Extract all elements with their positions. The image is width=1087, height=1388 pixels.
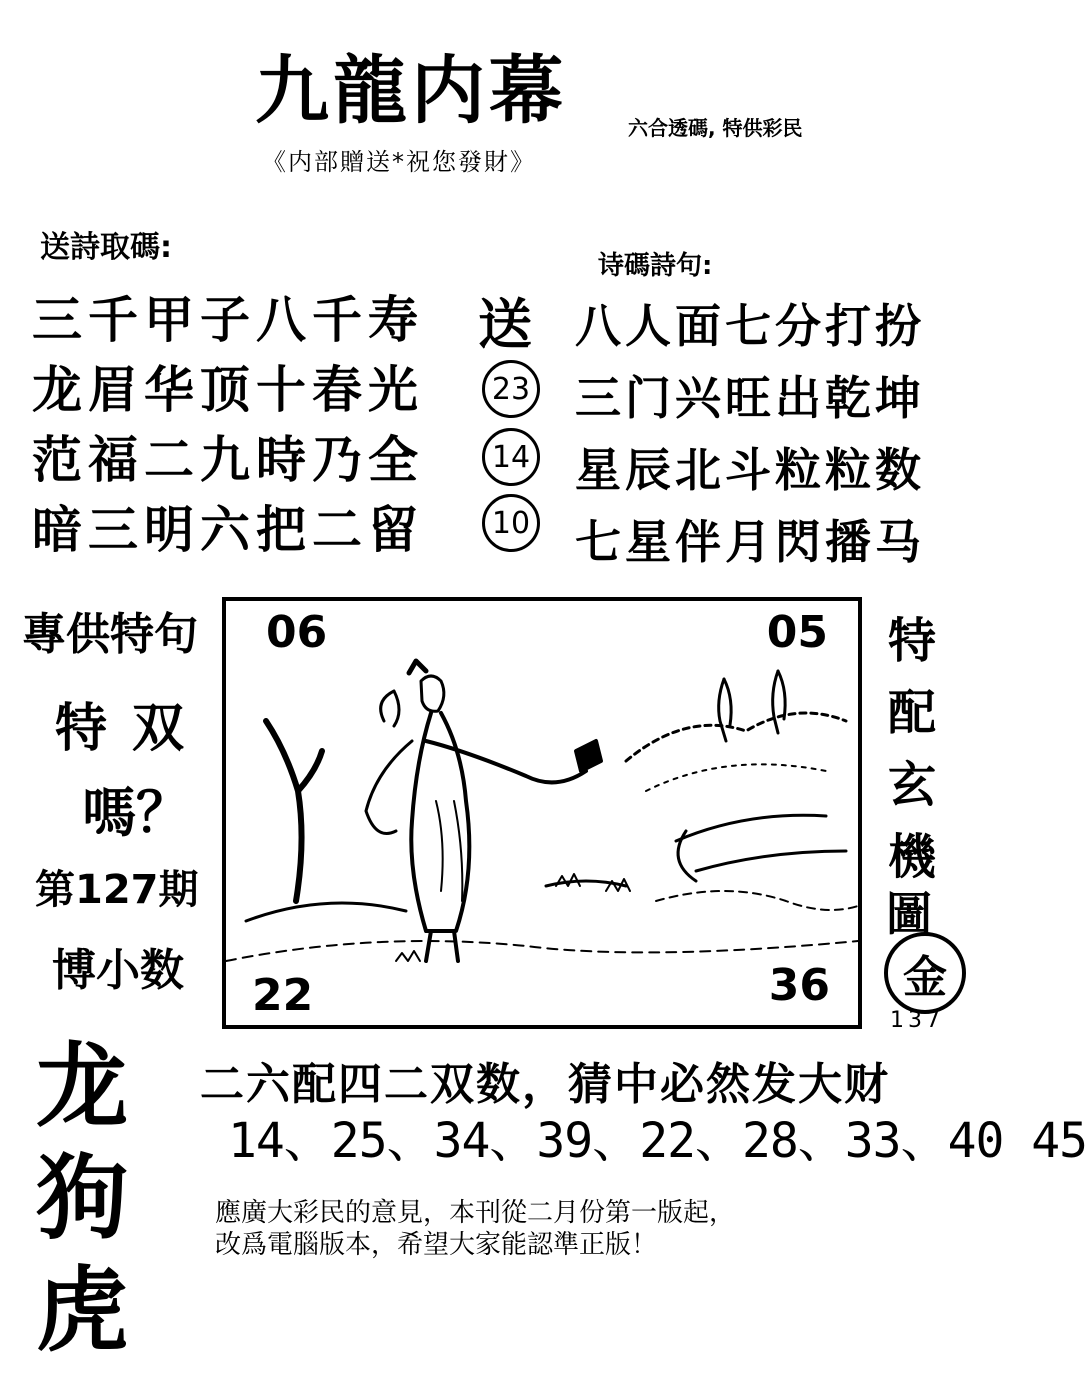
side-column (882, 605, 942, 893)
ink-illustration (226, 601, 858, 1025)
gold-badge: 金 (884, 932, 966, 1014)
zodiac-list (22, 1030, 142, 1366)
special-char: 双 (132, 699, 185, 759)
slogan: 二六配四二双数，猜中必然发大财 (200, 1059, 890, 1110)
special-title: 專供特句 (22, 609, 198, 660)
side-char: 圖 (886, 887, 932, 941)
corner-number: 06 (266, 607, 328, 658)
side-char: 玄 (887, 757, 936, 813)
tagline: 《内部贈送*祝您發財》 (262, 148, 536, 176)
poem-lines (32, 285, 424, 565)
code-poem-line: 七星伴月閃播马 (575, 515, 925, 569)
number-list: 14、25、34、39、22、28、33、40 45 (228, 1113, 1087, 1169)
notice-line: 應廣大彩民的意見，本刊從二月份第一版起， (215, 1198, 736, 1228)
page-title: 九龍内幕 (255, 48, 567, 134)
side-char: 機 (887, 829, 936, 885)
code-poem-label: 诗碼詩句: (598, 251, 713, 281)
code-poem-line: 星辰北斗粒粒数 (575, 443, 925, 497)
special-char: 特 (55, 699, 108, 759)
special-char: 嗎？ (82, 781, 190, 844)
circled-number: 10 (482, 494, 540, 552)
zodiac-char: 龙 (35, 1032, 128, 1140)
circled-number: 14 (482, 428, 540, 486)
poem-line: 范福二九時乃全 (32, 431, 424, 489)
issue-number: 第127期 (35, 867, 199, 913)
code-poem-line: 三门兴旺出乾坤 (575, 371, 925, 425)
poem-line: 暗三明六把二留 (32, 501, 424, 559)
side-char: 特 (887, 613, 936, 669)
bo-label: 博小数 (52, 945, 184, 996)
subtitle: 六合透碼, 特供彩民 (628, 116, 803, 140)
corner-number: 22 (252, 970, 314, 1021)
corner-number: 05 (766, 607, 828, 658)
give-label: 送 (478, 293, 532, 356)
poem-line: 三千甲子八千寿 (32, 291, 424, 349)
notice-line: 改爲電腦版本，希望大家能認準正版！ (215, 1230, 658, 1260)
code-poem-line: 八人面七分打扮 (575, 299, 925, 353)
circled-number: 23 (482, 360, 540, 418)
poem-line: 龙眉华顶十春光 (32, 361, 424, 419)
code-poem-lines (575, 290, 925, 578)
picture-frame (222, 597, 862, 1029)
zodiac-char: 狗 (35, 1144, 128, 1252)
side-char: 配 (887, 685, 936, 741)
code-number: 137 (890, 1008, 944, 1033)
poem-label: 送詩取碼: (40, 230, 172, 265)
corner-number: 36 (768, 960, 830, 1011)
zodiac-char: 虎 (35, 1256, 128, 1364)
